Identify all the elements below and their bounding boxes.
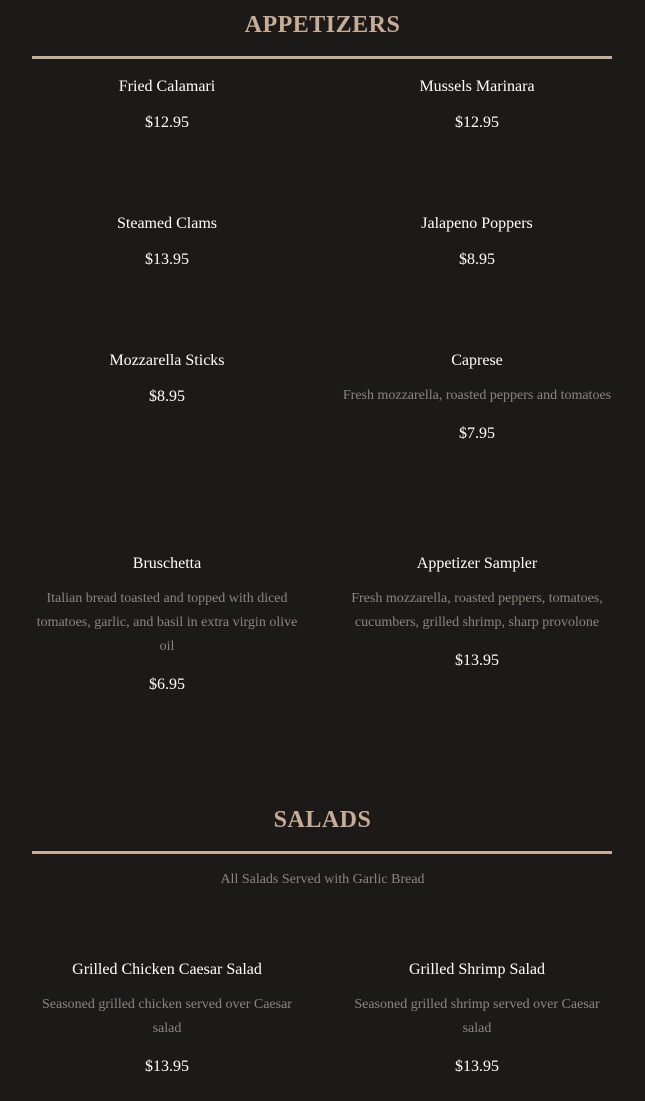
- menu-item-bruschetta: [32, 554, 302, 695]
- menu-item-price: $12.95: [145, 114, 189, 131]
- menu-item-fried-calamari: [32, 77, 302, 133]
- menu-item-price: $6.95: [149, 676, 185, 693]
- menu-item-description: Fresh mozzarella, roasted peppers, tomatoes, cucumbers, grilled shrimp, sharp provolone: [351, 591, 603, 630]
- salads-title: SALADS: [273, 807, 372, 833]
- menu-item-name: Mussels Marinara: [419, 78, 535, 95]
- menu-item-description: Fresh mozzarella, roasted peppers and tomatoes: [342, 388, 612, 403]
- menu-item-price: $8.95: [459, 251, 495, 268]
- menu-item-name: Bruschetta: [132, 555, 202, 572]
- menu-item-price: $13.95: [455, 1058, 499, 1075]
- menu-item-name: Fried Calamari: [118, 78, 216, 95]
- menu-item-name: Grilled Shrimp Salad: [409, 961, 545, 978]
- appetizers-title: APPETIZERS: [244, 12, 401, 38]
- menu-item-description: Seasoned grilled chicken served over Caesar salad: [42, 997, 292, 1036]
- menu-item-price: $7.95: [459, 425, 495, 442]
- menu-item-price: $13.95: [145, 1058, 189, 1075]
- menu-item-name: Grilled Chicken Caesar Salad: [72, 961, 262, 978]
- menu-item-price: $12.95: [455, 114, 499, 131]
- menu-item-mussels-marinara: [342, 77, 612, 133]
- menu-item-name: Steamed Clams: [117, 215, 217, 232]
- appetizers-divider: [32, 56, 612, 59]
- menu-item-grilled-chicken-caesar-salad: [32, 960, 302, 1077]
- menu-item-mozzarella-sticks: [32, 351, 302, 407]
- menu-item-jalapeno-poppers: [342, 214, 612, 270]
- menu-item-description: Seasoned grilled shrimp served over Caesar salad: [354, 997, 600, 1036]
- menu-item-appetizer-sampler: [342, 554, 612, 671]
- menu-item-name: Jalapeno Poppers: [421, 215, 533, 232]
- menu-item-price: $8.95: [149, 388, 185, 405]
- menu-item-name: Caprese: [451, 352, 503, 369]
- menu-item-name: Appetizer Sampler: [416, 555, 538, 572]
- salads-note: All Salads Served with Garlic Bread: [220, 872, 425, 887]
- menu-item-grilled-shrimp-salad: [342, 960, 612, 1077]
- menu-item-name: Mozzarella Sticks: [109, 352, 225, 369]
- menu-item-caprese: [342, 351, 612, 444]
- menu-item-steamed-clams: [32, 214, 302, 270]
- salads-divider: [32, 851, 612, 854]
- menu-item-price: $13.95: [455, 652, 499, 669]
- menu-item-description: Italian bread toasted and topped with diced tomatoes, garlic, and basil in extra virgin olive oil: [36, 591, 298, 654]
- menu-item-price: $13.95: [145, 251, 189, 268]
